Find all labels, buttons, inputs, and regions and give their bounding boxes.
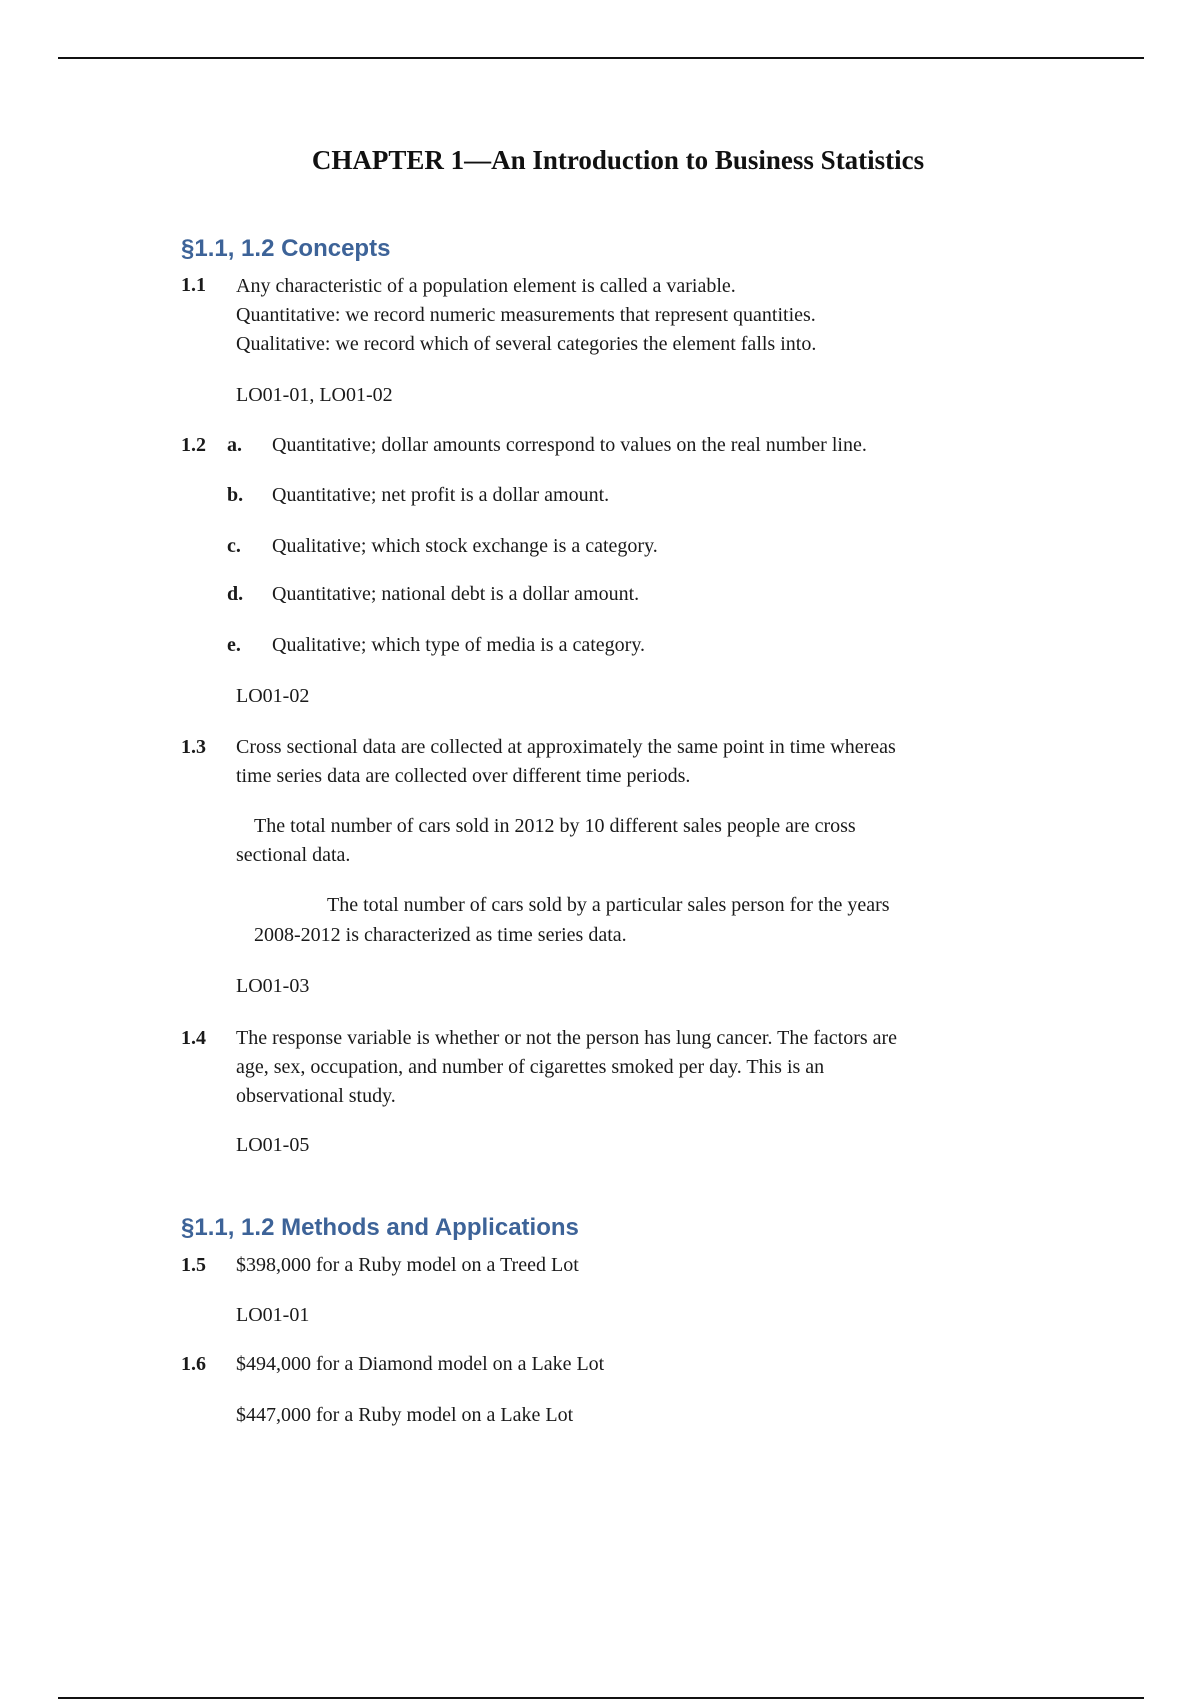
problem-number-1-6: 1.6 [181,1353,206,1375]
part-text-e: Qualitative; which type of media is a category. [272,634,646,656]
part-text-b: Quantitative; net profit is a dollar amount. [272,484,610,506]
top-rule [58,57,1144,59]
learning-objective-1-4: LO01-05 [236,1134,310,1156]
bottom-rule [58,1697,1144,1699]
problem-number-1-1: 1.1 [181,274,206,296]
section-heading-concepts: §1.1, 1.2 Concepts [181,235,391,262]
learning-objective-1-1: LO01-01, LO01-02 [236,384,393,406]
problem-1-6-text-2: $447,000 for a Ruby model on a Lake Lot [236,1404,574,1426]
learning-objective-1-3: LO01-03 [236,975,310,997]
chapter-title: CHAPTER 1—An Introduction to Business Statistics [311,145,925,175]
problem-1-3-para2-line-1: The total number of cars sold in 2012 by 10 different sales people are cross [254,815,856,837]
learning-objective-1-5: LO01-01 [236,1304,310,1326]
problem-number-1-2: 1.2 [181,434,206,456]
problem-1-3-para2-line-2: sectional data. [236,844,351,866]
part-text-d: Quantitative; national debt is a dollar amount. [272,583,640,605]
part-letter-b: b. [227,484,244,506]
part-letter-e: e. [227,634,241,656]
problem-1-1-line-2: Quantitative: we record numeric measurements that represent quantities. [236,304,816,326]
section-heading-methods: §1.1, 1.2 Methods and Applications [181,1214,579,1241]
problem-1-5-text: $398,000 for a Ruby model on a Treed Lot [236,1254,579,1276]
part-text-a: Quantitative; dollar amounts correspond to values on the real number line. [272,434,867,456]
problem-number-1-4: 1.4 [181,1027,206,1049]
part-letter-d: d. [227,583,244,605]
part-letter-c: c. [227,535,241,557]
part-text-c: Qualitative; which stock exchange is a category. [272,535,658,557]
problem-number-1-3: 1.3 [181,736,206,758]
problem-1-4-line-2: age, sex, occupation, and number of cigarettes smoked per day. This is an [236,1056,825,1078]
problem-number-1-5: 1.5 [181,1254,206,1276]
problem-1-6-text: $494,000 for a Diamond model on a Lake Lot [236,1353,605,1375]
problem-1-3-para3-line-2: 2008-2012 is characterized as time series data. [254,924,627,946]
learning-objective-1-2: LO01-02 [236,685,310,707]
problem-1-3-line-2: time series data are collected over different time periods. [236,765,691,787]
problem-1-4-line-1: The response variable is whether or not the person has lung cancer. The factors are [236,1027,898,1049]
problem-1-3-para3-line-1: The total number of cars sold by a particular sales person for the years [327,894,890,916]
part-letter-a: a. [227,434,242,456]
problem-1-4-line-3: observational study. [236,1085,396,1107]
problem-1-1-line-3: Qualitative: we record which of several categories the element falls into. [236,333,817,355]
problem-1-3-line-1: Cross sectional data are collected at approximately the same point in time whereas [236,736,896,758]
problem-1-1-line-1: Any characteristic of a population element is called a variable. [236,275,736,297]
